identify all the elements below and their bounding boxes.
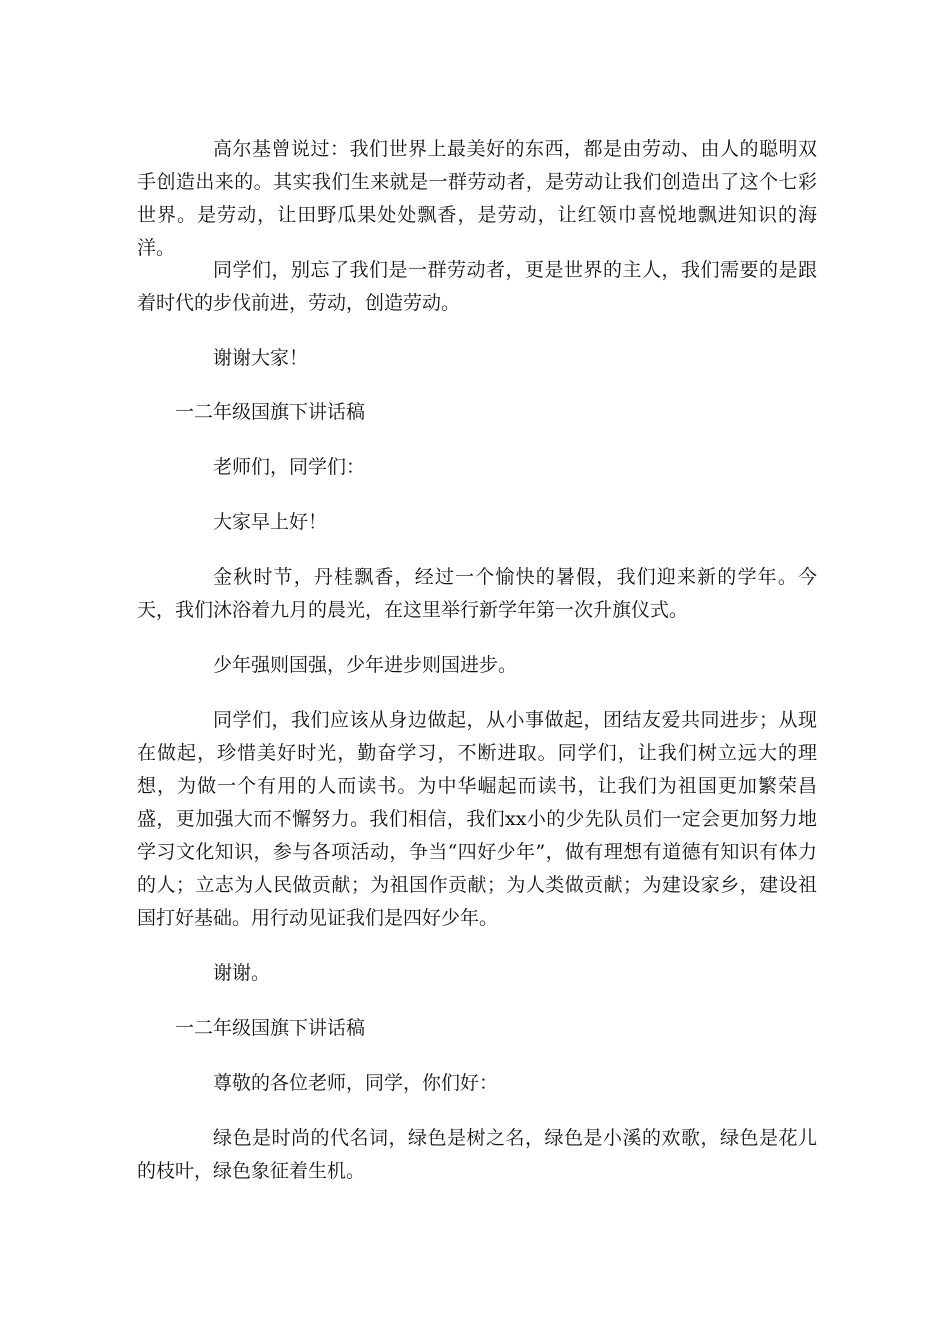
paragraph-thanks-all: 谢谢大家！ xyxy=(213,347,309,369)
paragraph-green: 绿色是时尚的代名词，绿色是树之名，绿色是小溪的欢歌，绿色是花儿的枝叶，绿色象征着生机。 xyxy=(137,1127,817,1182)
paragraph-good-morning: 大家早上好！ xyxy=(213,511,328,533)
paragraph-greeting-respect: 尊敬的各位老师，同学，你们好： xyxy=(213,1072,499,1094)
paragraph-students-effort: 同学们，我们应该从身边做起，从小事做起，团结友爱共同进步；从现在做起，珍惜美好时光，勤奋学习，不断进取。同学们，让我们树立远大的理想，为做一个有用的人而读书。为中华崛起而读书，让我们为祖国更加繁荣昌盛，更加强大而不懈努力。我们相信，我们xx小的少先队员们一定会更加努力地学习文化知识，参与各项活动，争当“四好少年”，做有理想有道德有知识有体力的人；立志为人民做贡献；为祖国作贡献；为人类做贡献；为建设家乡，建设祖国打好基础。用行动见证我们是四好少年。 xyxy=(137,709,817,929)
paragraph-labor-masters: 同学们，别忘了我们是一群劳动者，更是世界的主人，我们需要的是跟着时代的步伐前进，劳动，创造劳动。 xyxy=(137,259,817,314)
speech-title-2: 一二年级国旗下讲话稿 xyxy=(175,1017,366,1039)
paragraph-strong-youth: 少年强则国强，少年进步则国进步。 xyxy=(213,654,518,676)
paragraph-autumn: 金秋时节，丹桂飘香，经过一个愉快的暑假，我们迎来新的学年。今天，我们沐浴着九月的晨光，在这里举行新学年第一次升旗仪式。 xyxy=(137,566,817,621)
paragraph-gorky-quote: 高尔基曾说过：我们世界上最美好的东西，都是由劳动、由人的聪明双手创造出来的。其实我们生来就是一群劳动者，是劳动让我们创造出了这个七彩世界。是劳动，让田野瓜果处处飘香，是劳动，让红领巾喜悦地飘进知识的海洋。 xyxy=(137,138,817,259)
paragraph-thanks: 谢谢。 xyxy=(213,962,271,984)
speech-title-1: 一二年级国旗下讲话稿 xyxy=(175,401,366,423)
paragraph-greeting-teachers: 老师们，同学们： xyxy=(213,456,366,478)
